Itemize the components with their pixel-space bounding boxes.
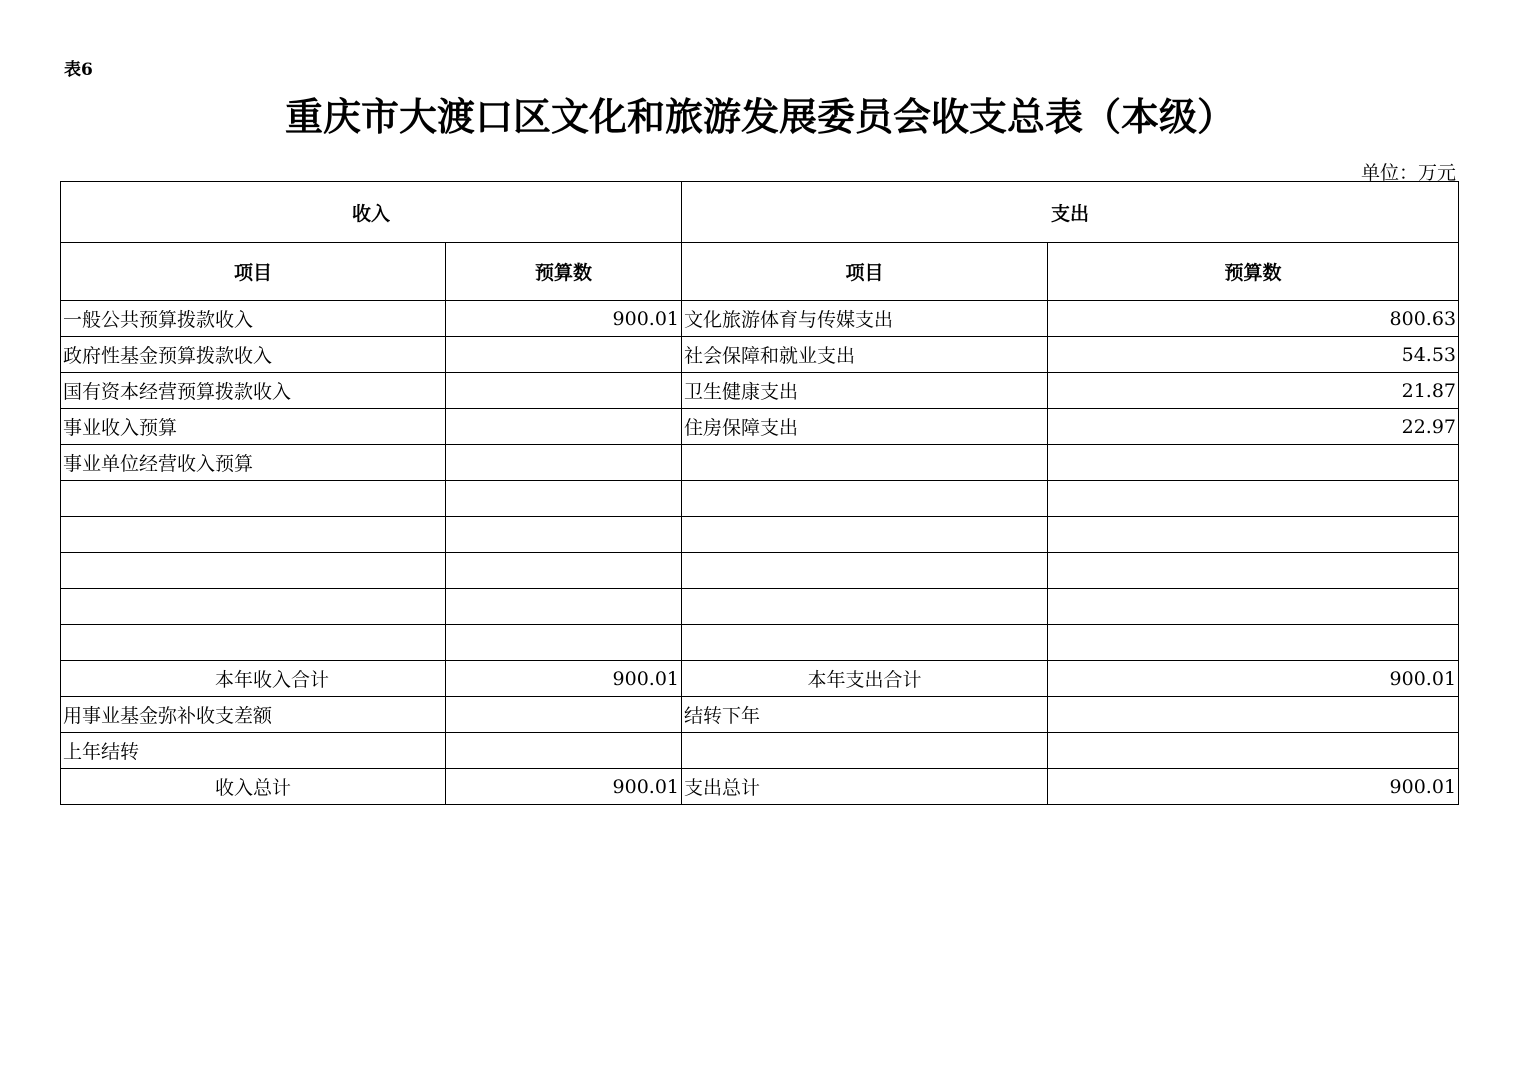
expense-amount xyxy=(1048,589,1459,625)
income-item: 政府性基金预算拨款收入 xyxy=(61,337,446,373)
expense-item-header: 项目 xyxy=(682,243,1048,301)
expense-item: 文化旅游体育与传媒支出 xyxy=(682,301,1048,337)
income-item: 上年结转 xyxy=(61,733,446,769)
table-row xyxy=(61,625,1459,661)
expense-amount xyxy=(1048,625,1459,661)
expense-item: 卫生健康支出 xyxy=(682,373,1048,409)
expense-grand-total-label: 支出总计 xyxy=(682,769,1048,805)
expense-amount xyxy=(1048,733,1459,769)
expense-header: 支出 xyxy=(682,182,1459,243)
expense-amount xyxy=(1048,553,1459,589)
income-amount xyxy=(446,697,682,733)
expense-item xyxy=(682,625,1048,661)
table-row xyxy=(61,697,1459,733)
expense-item: 结转下年 xyxy=(682,697,1048,733)
expense-amount xyxy=(1048,445,1459,481)
income-item xyxy=(61,553,446,589)
table-row xyxy=(61,301,1459,337)
expense-item xyxy=(682,733,1048,769)
expense-amount: 21.87 xyxy=(1048,373,1459,409)
expense-amount: 54.53 xyxy=(1048,337,1459,373)
group-header-row xyxy=(61,182,1459,243)
income-item xyxy=(61,517,446,553)
income-amount xyxy=(446,445,682,481)
income-item xyxy=(61,625,446,661)
table-row xyxy=(61,337,1459,373)
income-grand-total-amount: 900.01 xyxy=(446,769,682,805)
year-total-row xyxy=(61,661,1459,697)
table-row xyxy=(61,733,1459,769)
income-amount xyxy=(446,373,682,409)
table-row xyxy=(61,589,1459,625)
expense-item xyxy=(682,445,1048,481)
expense-item: 社会保障和就业支出 xyxy=(682,337,1048,373)
income-item: 事业单位经营收入预算 xyxy=(61,445,446,481)
income-item: 一般公共预算拨款收入 xyxy=(61,301,446,337)
column-header-row xyxy=(61,243,1459,301)
income-amount xyxy=(446,409,682,445)
income-amount xyxy=(446,625,682,661)
income-expense-table xyxy=(60,181,1459,805)
income-grand-total-label: 收入总计 xyxy=(61,769,446,805)
expense-item: 住房保障支出 xyxy=(682,409,1048,445)
income-year-total-amount: 900.01 xyxy=(446,661,682,697)
expense-amount: 22.97 xyxy=(1048,409,1459,445)
income-amount xyxy=(446,589,682,625)
expense-item xyxy=(682,517,1048,553)
expense-amount: 800.63 xyxy=(1048,301,1459,337)
expense-amount xyxy=(1048,697,1459,733)
expense-year-total-amount: 900.01 xyxy=(1048,661,1459,697)
table-row xyxy=(61,481,1459,517)
expense-amount xyxy=(1048,517,1459,553)
income-amount xyxy=(446,553,682,589)
table-number: 表6 xyxy=(64,60,93,80)
income-item: 事业收入预算 xyxy=(61,409,446,445)
expense-year-total-label: 本年支出合计 xyxy=(682,661,1048,697)
expense-item xyxy=(682,553,1048,589)
page-title: 重庆市大渡口区文化和旅游发展委员会收支总表（本级） xyxy=(284,94,1235,139)
income-item xyxy=(61,589,446,625)
table-row xyxy=(61,409,1459,445)
expense-budget-header: 预算数 xyxy=(1048,243,1459,301)
expense-item xyxy=(682,589,1048,625)
income-item-header: 项目 xyxy=(61,243,446,301)
income-amount xyxy=(446,517,682,553)
income-item: 国有资本经营预算拨款收入 xyxy=(61,373,446,409)
table-row xyxy=(61,445,1459,481)
income-year-total-label: 本年收入合计 xyxy=(61,661,446,697)
income-amount xyxy=(446,481,682,517)
table-row xyxy=(61,517,1459,553)
grand-total-row xyxy=(61,769,1459,805)
unit-label: 单位：万元 xyxy=(1360,162,1456,184)
income-amount xyxy=(446,337,682,373)
table-row xyxy=(61,553,1459,589)
income-budget-header: 预算数 xyxy=(446,243,682,301)
income-item: 用事业基金弥补收支差额 xyxy=(61,697,446,733)
expense-grand-total-amount: 900.01 xyxy=(1048,769,1459,805)
income-item xyxy=(61,481,446,517)
expense-amount xyxy=(1048,481,1459,517)
expense-item xyxy=(682,481,1048,517)
income-header: 收入 xyxy=(61,182,682,243)
income-amount: 900.01 xyxy=(446,301,682,337)
table-row xyxy=(61,373,1459,409)
income-amount xyxy=(446,733,682,769)
